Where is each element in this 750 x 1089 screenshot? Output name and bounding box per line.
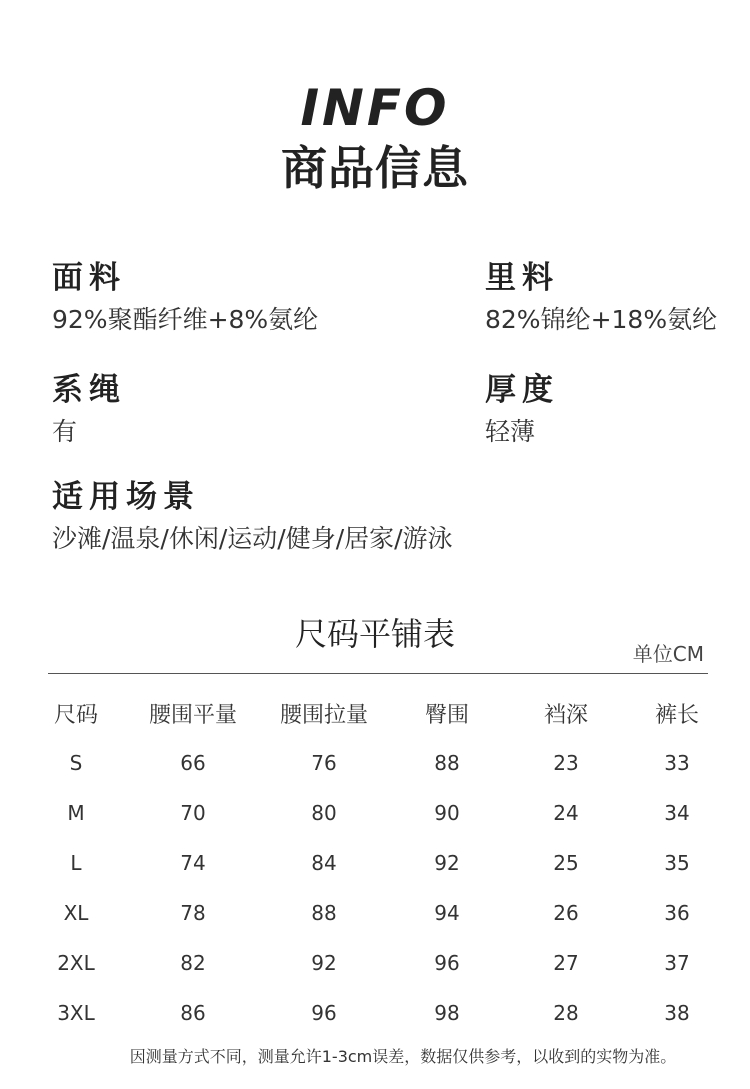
- table-header-row: [24, 688, 726, 738]
- table-cell: 25: [553, 851, 579, 875]
- size-table-title: 尺码平铺表: [294, 615, 455, 653]
- unit-label: 单位CM: [632, 642, 704, 666]
- header-cell: 腰围拉量: [279, 702, 368, 728]
- table-cell: 80: [311, 801, 337, 825]
- attribute-lining: [485, 258, 717, 338]
- table-divider: [48, 673, 708, 674]
- attribute-value: 82%锦纶+18%氨纶: [485, 305, 718, 334]
- table-cell: 2XL: [57, 951, 95, 975]
- attribute-fabric: [52, 258, 318, 338]
- attribute-usage-scenes: [52, 477, 453, 557]
- attribute-drawstring: [52, 370, 126, 450]
- measurement-footnote: 因测量方式不同，测量允许1-3cm误差，数据仅供参考，以收到的实物为准。: [129, 1047, 677, 1066]
- table-cell: XL: [63, 901, 89, 925]
- table-cell: 26: [553, 901, 579, 925]
- header-cell: 尺码: [53, 702, 98, 728]
- table-cell: 3XL: [57, 1001, 95, 1025]
- attribute-thickness: [485, 370, 559, 450]
- table-cell: 38: [664, 1001, 690, 1025]
- table-cell: 66: [180, 751, 206, 775]
- table-cell: 24: [553, 801, 579, 825]
- table-row: [24, 888, 726, 938]
- table-cell: 74: [180, 851, 206, 875]
- table-cell: 70: [180, 801, 206, 825]
- table-row: [24, 788, 726, 838]
- table-cell: 84: [311, 851, 337, 875]
- table-cell: 23: [553, 751, 579, 775]
- table-cell: 78: [180, 901, 206, 925]
- header-title-en: INFO: [300, 79, 450, 137]
- table-cell: 34: [664, 801, 690, 825]
- table-cell: 98: [434, 1001, 460, 1025]
- table-cell: 88: [434, 751, 460, 775]
- header-cell: 裤长: [654, 702, 699, 728]
- header-title-cn: 商品信息: [281, 141, 469, 195]
- table-row: [24, 988, 726, 1038]
- table-cell: M: [67, 801, 85, 825]
- table-cell: S: [69, 751, 83, 775]
- table-cell: 88: [311, 901, 337, 925]
- table-cell: 92: [311, 951, 337, 975]
- attribute-label: 厚度: [485, 372, 559, 408]
- attribute-value: 沙滩/温泉/休闲/运动/健身/居家/游泳: [52, 524, 453, 553]
- header-cell: 裆深: [543, 702, 588, 728]
- table-cell: 96: [434, 951, 460, 975]
- attribute-value: 轻薄: [485, 417, 536, 446]
- attribute-value: 92%聚酯纤维+8%氨纶: [52, 305, 319, 334]
- table-cell: 76: [311, 751, 337, 775]
- table-cell: 28: [553, 1001, 579, 1025]
- table-cell: 96: [311, 1001, 337, 1025]
- table-cell: 90: [434, 801, 460, 825]
- table-cell: 36: [664, 901, 690, 925]
- table-row: [24, 738, 726, 788]
- header-cell: 臀围: [424, 702, 469, 728]
- attribute-label: 面料: [52, 260, 126, 296]
- size-table: [24, 688, 726, 1038]
- table-cell: 94: [434, 901, 460, 925]
- table-row: [24, 838, 726, 888]
- attribute-label: 适用场景: [52, 479, 200, 515]
- attribute-value: 有: [52, 417, 78, 446]
- table-cell: 27: [553, 951, 579, 975]
- table-cell: 82: [180, 951, 206, 975]
- attribute-label: 系绳: [52, 372, 126, 408]
- table-cell: 35: [664, 851, 690, 875]
- table-cell: 86: [180, 1001, 206, 1025]
- table-cell: L: [70, 851, 82, 875]
- table-row: [24, 938, 726, 988]
- header-cell: 腰围平量: [148, 702, 237, 728]
- table-cell: 33: [664, 751, 690, 775]
- attribute-label: 里料: [485, 260, 559, 296]
- table-cell: 92: [434, 851, 460, 875]
- table-cell: 37: [664, 951, 690, 975]
